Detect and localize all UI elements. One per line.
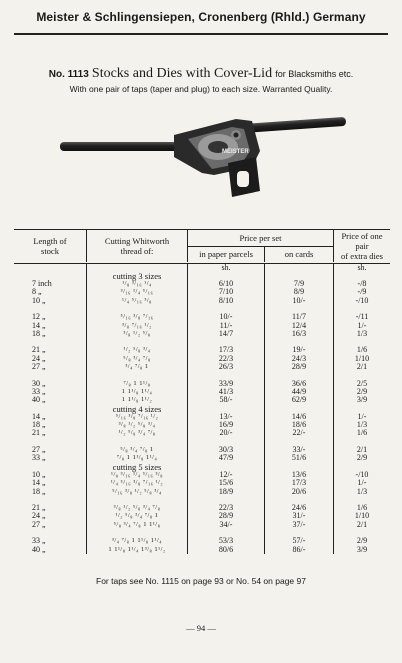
cell-length (14, 496, 87, 504)
cell-length: 14 „ (32, 320, 46, 330)
cell-length: 24 „ (32, 511, 46, 521)
thread-header-line1: Cutting Whitworth (104, 236, 170, 246)
cell-thread: ¹/₈ ³/₁₆ ¹/₄ ⁵/₁₆ ³/₈ (87, 471, 188, 479)
price-body (14, 263, 390, 554)
cell-cards: 51/6 (265, 454, 334, 462)
cell-paper: 17/3 (188, 346, 265, 354)
cell-cards: 37/- (265, 521, 334, 529)
cell-length: 18 „ (32, 420, 46, 430)
cell-cards: 20/6 (265, 488, 334, 496)
cell-thread: ³/₄ ⁷/₈ 1 1¹/₈ 1¹/₄ (87, 537, 188, 545)
cell-extra: 2/1 (334, 363, 391, 371)
cell-paper: 47/9 (188, 454, 265, 462)
cell-length (14, 305, 87, 313)
cell-thread: ⁵/₈ ³/₄ ⁷/₈ 1 (87, 446, 188, 454)
table-row (14, 429, 390, 437)
cell-length: 27 „ (32, 519, 46, 529)
cell-extra: 2/1 (334, 446, 391, 454)
product-title (10, 66, 392, 82)
cell-cards: 8/9 (265, 288, 334, 296)
cell-extra: 2/9 (334, 537, 391, 545)
cell-length: 7 inch (32, 279, 52, 289)
cell-cards: 11/7 (265, 313, 334, 321)
cell-paper: 7/10 (188, 288, 265, 296)
cell-cards: 18/6 (265, 421, 334, 429)
table-row (14, 413, 390, 421)
cell-length: 21 „ (32, 503, 46, 513)
table-row (14, 521, 390, 529)
cell-paper: 33/9 (188, 380, 265, 388)
cell-length (14, 371, 87, 379)
header-rule (14, 33, 388, 35)
cell-thread: ³/₈ ¹/₂ ⁵/₈ ³/₄ ⁷/₈ (87, 504, 188, 512)
cell-extra: 1/10 (334, 355, 391, 363)
cell-thread: ⁷/₈ 1 1¹/₈ 1¹/₄ (87, 454, 188, 462)
cell-paper: 41/3 (188, 388, 265, 396)
cell-thread: ¹/₂ ⁵/₈ ³/₄ (87, 346, 188, 354)
company-header: Meister & Schlingensiepen, Cronenberg (Rhld.) Germany (36, 10, 366, 24)
cell-thread (87, 305, 188, 313)
cell-thread: ⁵/₈ ³/₄ ⁷/₈ 1 1¹/₈ (87, 521, 188, 529)
cell-cards: 62/9 (265, 396, 334, 404)
cell-length: 10 „ (32, 469, 46, 479)
cell-thread: ³/₈ ⁷/₁₆ ¹/₂ (87, 322, 188, 330)
cell-paper: 53/3 (188, 537, 265, 545)
section-row (14, 463, 390, 471)
cell-length: 27 „ (32, 445, 46, 455)
cell-extra: 3/9 (334, 546, 391, 554)
cell-extra: -/11 (334, 313, 391, 321)
cell-cards: 86/- (265, 546, 334, 554)
table-row (14, 396, 390, 404)
cell-thread: ¹/₂ ⁵/₈ ³/₄ ⁷/₈ (87, 429, 188, 437)
cell-extra: -/8 (334, 280, 391, 288)
table-row (14, 504, 390, 512)
cell-paper: 6/10 (188, 280, 265, 288)
table-row (14, 479, 390, 487)
cell-extra: 1/- (334, 413, 391, 421)
product-name: Stocks and Dies with Cover-Lid (91, 66, 273, 81)
extra-header-line1: Price of one pair (341, 231, 383, 251)
cell-cards: 36/6 (265, 380, 334, 388)
cell-cards: 24/6 (265, 504, 334, 512)
cell-paper: 12/- (188, 471, 265, 479)
cell-paper: 34/- (188, 521, 265, 529)
table-row (14, 421, 390, 429)
cell-length: 33 „ (32, 453, 46, 463)
cell-paper: 22/3 (188, 504, 265, 512)
cell-length (14, 438, 87, 446)
cell-cards: 33/- (265, 446, 334, 454)
cell-cards: 57/- (265, 537, 334, 545)
cell-thread: ¹/₄ ⁵/₁₆ ³/₈ (87, 297, 188, 305)
cell-paper: 16/9 (188, 421, 265, 429)
length-header-line2: stock (41, 246, 59, 256)
unit-cards (265, 263, 334, 272)
cell-cards: 13/6 (265, 471, 334, 479)
cell-paper: 18/9 (188, 488, 265, 496)
cell-paper: 13/- (188, 413, 265, 421)
cell-paper: 11/- (188, 322, 265, 330)
cell-paper: 14/7 (188, 330, 265, 338)
cell-length (14, 338, 87, 346)
cell-extra: -/10 (334, 471, 391, 479)
cell-paper: 28/9 (188, 512, 265, 520)
section-label: cutting 3 sizes (87, 272, 188, 280)
cell-thread (87, 529, 188, 537)
cell-paper: 8/10 (188, 297, 265, 305)
spacer-row (14, 529, 390, 537)
cell-thread (87, 371, 188, 379)
cell-thread: ³/₁₆ ¹/₄ ⁵/₁₆ (87, 288, 188, 296)
unit-paper: sh. (188, 263, 265, 272)
section-label: cutting 5 sizes (87, 463, 188, 471)
footer-note: For taps see No. 1115 on page 93 or No. 54 on page 97 (96, 576, 306, 586)
cell-extra: 1/6 (334, 429, 391, 437)
cell-paper: 20/- (188, 429, 265, 437)
cell-length: 18 „ (32, 328, 46, 338)
table-row (14, 288, 390, 296)
cell-length: 40 „ (32, 544, 46, 554)
spacer-row (14, 338, 390, 346)
cell-paper: 22/3 (188, 355, 265, 363)
cell-thread: ³/₄ ⁷/₈ 1 (87, 363, 188, 371)
table-row (14, 546, 390, 554)
cell-length: 21 „ (32, 428, 46, 438)
cell-thread: ³/₈ ¹/₂ ⁵/₈ (87, 330, 188, 338)
cell-thread: 1 1¹/₈ 1¹/₂ (87, 396, 188, 404)
cell-extra: 2/5 (334, 380, 391, 388)
col-length-header (14, 230, 87, 263)
cell-extra: 1/3 (334, 330, 391, 338)
cell-cards: 31/- (265, 512, 334, 520)
cell-length: 27 „ (32, 362, 46, 372)
table-row (14, 280, 390, 288)
table-row (14, 537, 390, 545)
cell-thread: ¹/₈ ³/₁₆ ¹/₄ (87, 280, 188, 288)
cell-thread: ³/₈ ¹/₂ ⁵/₈ ³/₄ (87, 421, 188, 429)
cell-thread: 1 1¹/₈ 1¹/₄ 1³/₈ 1¹/₂ (87, 546, 188, 554)
cell-extra: 1/10 (334, 512, 391, 520)
cell-thread: ¹/₂ ⁵/₈ ³/₄ ⁷/₈ 1 (87, 512, 188, 520)
cell-length: 18 „ (32, 486, 46, 496)
table-row (14, 313, 390, 321)
cell-cards: 22/- (265, 429, 334, 437)
spacer-row (14, 496, 390, 504)
table-row (14, 512, 390, 520)
table-row (14, 380, 390, 388)
col-paper-header: in paper parcels (188, 246, 265, 262)
table-row (14, 363, 390, 371)
cell-thread (87, 338, 188, 346)
table-row (14, 454, 390, 462)
cell-extra: 1/- (334, 322, 391, 330)
cell-length: 14 „ (32, 411, 46, 421)
spacer-row (14, 305, 390, 313)
cell-length: 12 „ (32, 312, 46, 322)
cell-thread: ⁵/₁₆ ³/₈ ⁷/₁₆ (87, 313, 188, 321)
extra-header-line2: of extra dies (340, 251, 383, 261)
cell-paper: 30/3 (188, 446, 265, 454)
cell-extra: 1/3 (334, 421, 391, 429)
cell-thread: ⁵/₁₆ ³/₈ ¹/₂ ⁵/₈ ³/₄ (87, 488, 188, 496)
cell-cards: 17/3 (265, 479, 334, 487)
cell-extra: 3/9 (334, 396, 391, 404)
length-header-line1: Length of (33, 236, 67, 246)
cell-thread: ¹/₄ ⁵/₁₆ ³/₈ ⁷/₁₆ ¹/₂ (87, 479, 188, 487)
cell-paper: 26/3 (188, 363, 265, 371)
cell-extra: 2/1 (334, 521, 391, 529)
cell-length: 40 „ (32, 395, 46, 405)
section-row (14, 405, 390, 413)
cell-cards: 24/3 (265, 355, 334, 363)
cell-paper: 80/6 (188, 546, 265, 554)
col-cards-header: on cards (265, 246, 334, 262)
cell-thread (87, 496, 188, 504)
cell-extra: 2/9 (334, 388, 391, 396)
spacer-row (14, 438, 390, 446)
product-number: No. 1113 (48, 69, 89, 80)
cell-thread: ⁵/₁₆ ³/₈ ⁷/₁₆ ¹/₂ (87, 413, 188, 421)
section-row (14, 272, 390, 280)
cell-cards: 7/9 (265, 280, 334, 288)
table-row (14, 346, 390, 354)
cell-length: 24 „ (32, 353, 46, 363)
cell-length: 33 „ (32, 386, 46, 396)
table-row (14, 355, 390, 363)
cell-extra: 1/3 (334, 488, 391, 496)
product-suffix: for Blacksmiths etc. (275, 69, 354, 79)
table-row (14, 330, 390, 338)
stock-and-die-illustration (56, 105, 356, 205)
cell-cards: 12/4 (265, 322, 334, 330)
cell-paper: 58/- (188, 396, 265, 404)
spacer-row (14, 371, 390, 379)
cell-paper: 15/6 (188, 479, 265, 487)
thread-header-line2: thread of: (120, 246, 154, 256)
cell-length (14, 529, 87, 537)
cell-length: 10 „ (32, 295, 46, 305)
table-row (14, 488, 390, 496)
cell-extra: 1/- (334, 479, 391, 487)
price-table (14, 229, 390, 554)
cell-extra: 1/6 (334, 504, 391, 512)
cell-cards: 19/- (265, 346, 334, 354)
table-row (14, 471, 390, 479)
table-row (14, 322, 390, 330)
cell-extra: -/9 (334, 288, 391, 296)
cell-length: 33 „ (32, 536, 46, 546)
cell-length: 21 „ (32, 345, 46, 355)
units-row (14, 263, 390, 272)
cell-length: 14 „ (32, 478, 46, 488)
cell-cards: 28/9 (265, 363, 334, 371)
table-row (14, 388, 390, 396)
cell-thread (87, 438, 188, 446)
table-row (14, 446, 390, 454)
cell-cards: 10/- (265, 297, 334, 305)
cell-thread: ⁵/₈ ³/₄ ⁷/₈ (87, 355, 188, 363)
cell-paper: 10/- (188, 313, 265, 321)
unit-length (14, 263, 87, 272)
col-extra-header (334, 230, 391, 263)
cell-thread: ⁷/₈ 1 1¹/₈ (87, 380, 188, 388)
tool-stamp: MEISTER (222, 149, 249, 155)
cell-length: 30 „ (32, 378, 46, 388)
table-row (14, 297, 390, 305)
cell-thread: 1 1¹/₈ 1¹/₄ (87, 388, 188, 396)
section-label: cutting 4 sizes (87, 405, 188, 413)
col-thread-header (87, 230, 188, 263)
col-price-header: Price per set (188, 230, 334, 247)
cell-extra: 2/9 (334, 454, 391, 462)
cell-cards: 44/9 (265, 388, 334, 396)
cell-extra: -/10 (334, 297, 391, 305)
product-subtitle: With one pair of taps (taper and plug) to each size. Warranted Quality. (69, 84, 333, 94)
cell-length: 8 „ (32, 287, 42, 297)
cell-cards: 16/3 (265, 330, 334, 338)
page-number: — 94 — (186, 623, 216, 633)
unit-extra: sh. (334, 263, 391, 272)
cell-cards: 14/6 (265, 413, 334, 421)
cell-extra: 1/6 (334, 346, 391, 354)
